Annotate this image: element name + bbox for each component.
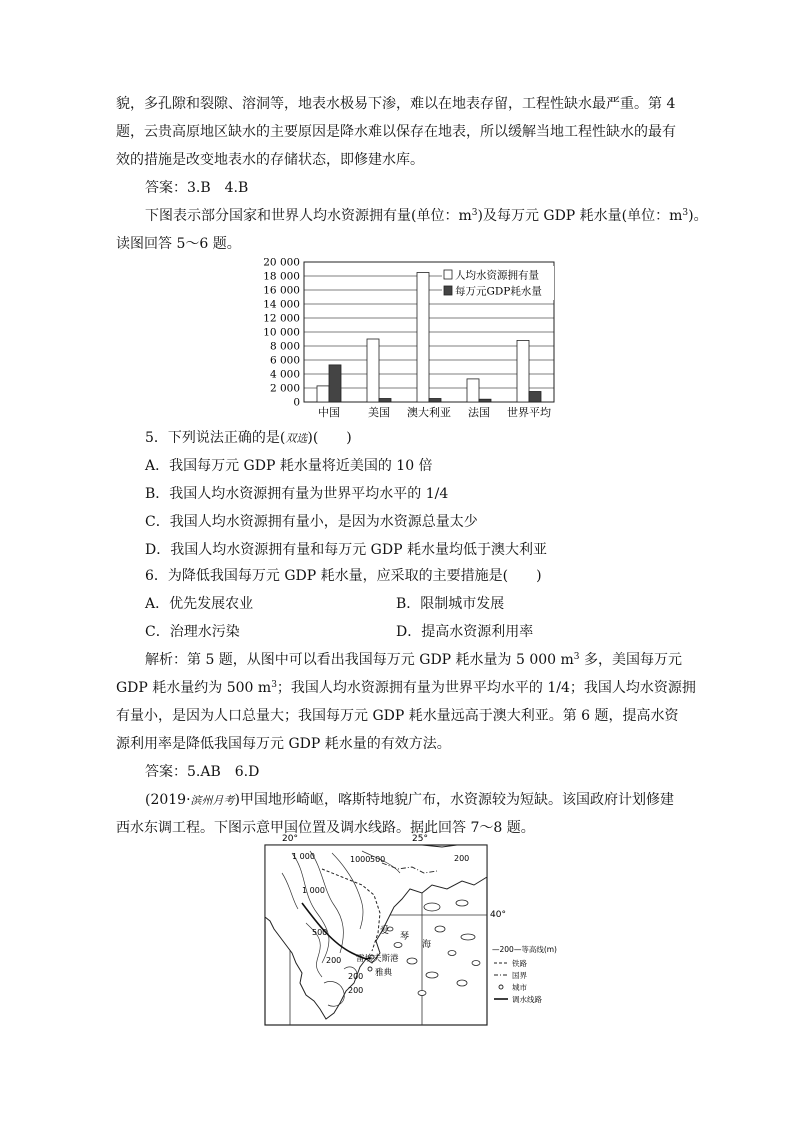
legend-label: 人均水资源拥有量 <box>455 269 539 282</box>
x-tick-label: 澳大利亚 <box>407 406 451 419</box>
x-tick-label: 法国 <box>468 406 490 419</box>
legend-border: 国界 <box>512 971 527 980</box>
legend-railway: 铁路 <box>512 959 527 968</box>
option-5d: D．我国人均水资源拥有量和每万元 GDP 耗水量均低于澳大利亚 <box>145 542 547 558</box>
bar-gdp-water <box>529 392 541 403</box>
y-tick-label: 6 000 <box>269 354 300 367</box>
y-tick-label: 16 000 <box>263 284 300 297</box>
question-5: 5．下列说法正确的是(双选)( ) <box>145 430 352 446</box>
sea-label: 琴 <box>400 932 410 942</box>
lon-20-label: 20° <box>282 834 298 844</box>
x-tick-label: 中国 <box>318 406 340 419</box>
question-6: 6．为降低我国每万元 GDP 耗水量，应采取的主要措施是( ) <box>145 568 542 584</box>
capital-city-marker <box>368 967 372 971</box>
y-tick-label: 0 <box>293 396 300 409</box>
y-tick-label: 14 000 <box>263 298 300 311</box>
lat-40-label: 40° <box>490 910 506 920</box>
legend-contour: —200—等高线(m) <box>492 945 557 954</box>
port-label: 雷埃夫斯港 <box>356 954 399 964</box>
option-6d: D．提高水资源利用率 <box>396 624 534 640</box>
contour-label: 500 <box>370 855 386 864</box>
bar-gdp-water <box>429 399 441 403</box>
question-intro: (2019·滨州月考)甲国地形崎岖，喀斯特地貌广布，水资源较为短缺。该国政府计划修建 <box>145 792 675 808</box>
city-label: 雅典 <box>375 968 393 978</box>
contour-label: 200 <box>348 986 364 995</box>
legend-swatch <box>444 286 452 295</box>
bar-per-capita <box>467 379 479 402</box>
bar-gdp-water <box>329 365 341 402</box>
legend-route: 调水线路 <box>512 995 542 1004</box>
x-tick-label: 世界平均 <box>507 406 551 419</box>
explanation-line: 源利用率是降低我国每万元 GDP 耗水量的有效方法。 <box>116 736 451 752</box>
contour-label: 200 <box>326 956 342 965</box>
question-intro: 读图回答 5～6 题。 <box>116 236 241 252</box>
lon-25-label: 25° <box>412 834 428 844</box>
option-6b: B．限制城市发展 <box>396 596 505 612</box>
sea-label: 爱 <box>380 926 390 936</box>
legend-swatch <box>444 270 452 279</box>
option-5a: A．我国每万元 GDP 耗水量将近美国的 10 倍 <box>145 458 433 474</box>
y-tick-label: 4 000 <box>269 368 300 381</box>
contour-label: 1 000 <box>292 852 315 861</box>
explanation-line: 解析：第 5 题，从图中可以看出我国每万元 GDP 耗水量为 5 000 $m^3$ 多，美国每万元 <box>145 652 682 668</box>
x-tick-label: 美国 <box>368 406 390 419</box>
legend-city: 城市 <box>512 983 527 992</box>
contour-label: 200 <box>348 972 364 981</box>
y-tick-label: 12 000 <box>263 312 300 325</box>
question-tag: 双选 <box>285 432 308 445</box>
answer-line: 答案：3.B 4.B <box>145 180 249 196</box>
y-tick-label: 20 000 <box>263 256 300 269</box>
water-bar-chart <box>258 256 578 426</box>
answer-line: 答案：5.AB 6.D <box>145 764 260 780</box>
option-5c: C．我国人均水资源拥有量小，是因为水资源总量太少 <box>145 514 478 530</box>
question-intro: 下图表示部分国家和世界人均水资源拥有量(单位：$m^3$)及每万元 GDP 耗水量(单位：$m^3$)。 <box>145 208 708 224</box>
option-6c: C．治理水污染 <box>145 624 240 640</box>
source-tag: 滨州月考 <box>190 794 235 807</box>
body-line: 效的措施是改变地表水的存储状态，即修建水库。 <box>116 152 424 168</box>
contour-label: 500 <box>312 928 328 937</box>
sea-label: 海 <box>422 940 432 950</box>
body-line: 题，云贵高原地区缺水的主要原因是降水难以保存在地表，所以缓解当地工程性缺水的最有 <box>116 124 676 140</box>
bar-per-capita <box>417 273 429 403</box>
legend-label: 每万元GDP耗水量 <box>455 285 542 298</box>
option-5b: B．我国人均水资源拥有量为世界平均水平的 1/4 <box>145 486 449 502</box>
question-intro: 西水东调工程。下图示意甲国位置及调水线路。据此回答 7～8 题。 <box>116 820 535 836</box>
bar-per-capita <box>517 340 529 402</box>
y-tick-label: 2 000 <box>269 382 300 395</box>
y-tick-label: 18 000 <box>263 270 300 283</box>
contour-label: 1 000 <box>302 886 325 895</box>
option-6a: A．优先发展农业 <box>145 596 254 612</box>
bar-gdp-water <box>479 399 491 402</box>
explanation-line: GDP 耗水量约为 500 $m^3$；我国人均水资源拥有量为世界平均水平的 1/4；我国人均水资源拥 <box>116 680 696 696</box>
explanation-line: 有量小，是因为人口总量大；我国每万元 GDP 耗水量远高于澳大利亚。第 6 题，提高水资 <box>116 708 679 724</box>
y-tick-label: 10 000 <box>263 326 300 339</box>
bar-gdp-water <box>379 399 391 403</box>
y-tick-label: 8 000 <box>269 340 300 353</box>
bar-per-capita <box>367 339 379 402</box>
contour-label: 1000 <box>350 855 371 864</box>
bar-per-capita <box>317 386 329 402</box>
body-line: 貌，多孔隙和裂隙、溶洞等，地表水极易下渗，难以在地表存留，工程性缺水最严重。第 4 <box>116 96 676 112</box>
country-location-map <box>262 833 562 1028</box>
contour-label: 200 <box>454 854 470 863</box>
